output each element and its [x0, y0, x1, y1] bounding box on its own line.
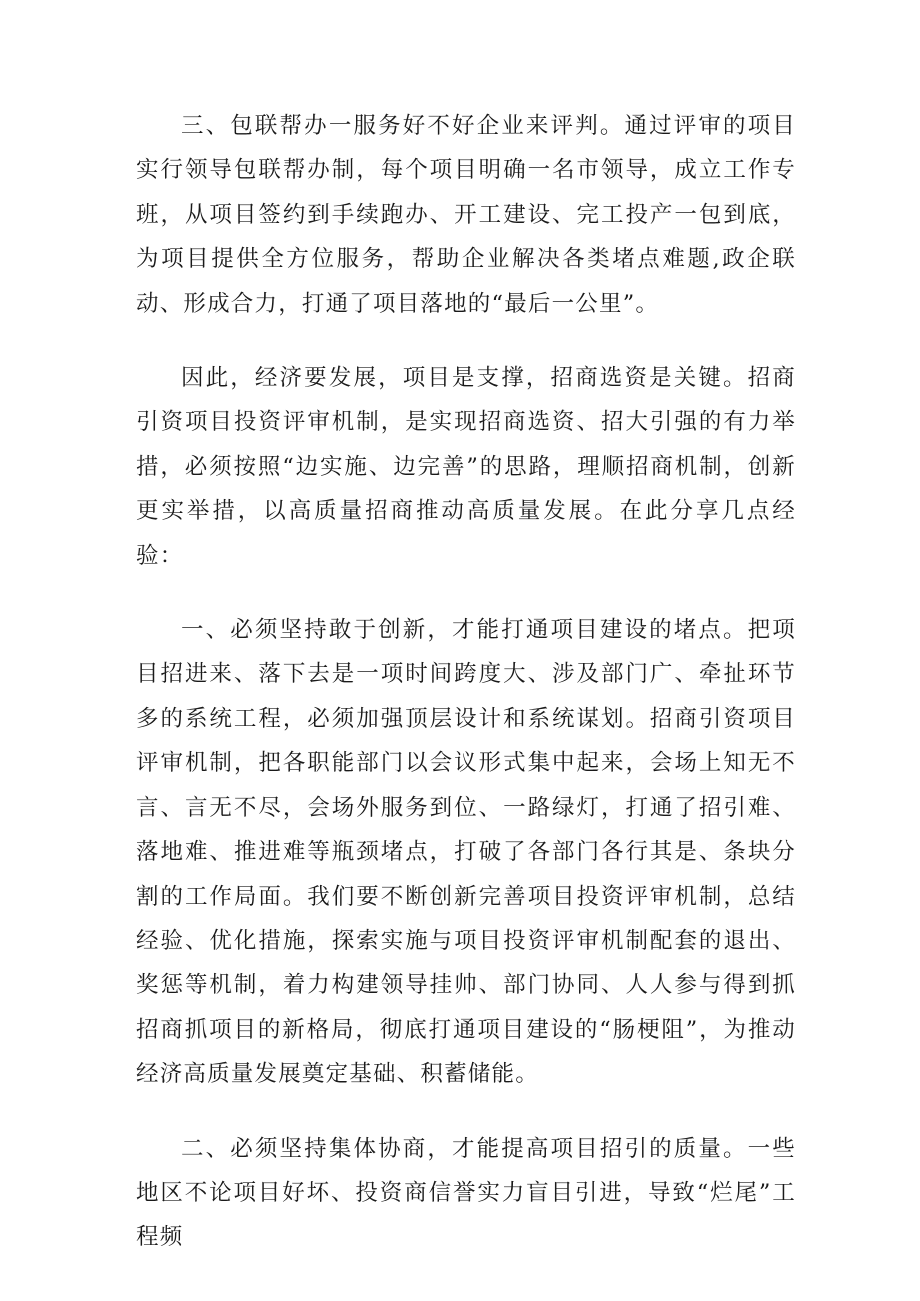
paragraph-baolian-bangban: 三、包联帮办一服务好不好企业来评判。通过评审的项目实行领导包联帮办制，每个项目明确一名市领导，成立工作专班，从项目签约到手续跑办、开工建设、完工投产一包到底，为项目提供全方位服务，帮助企业解决各类堵点难题,政企联动、形成合力，打通了项目落地的“最后一公里”。 [136, 113, 796, 317]
paragraph-conclusion-intro: 因此，经济要发展，项目是支撑，招商选资是关键。招商引资项目投资评审机制，是实现招商选资、招大引强的有力举措，必须按照“边实施、边完善”的思路，理顺招商机制，创新更实举措，以高质量招商推动高质量发展。在此分享几点经验： [136, 365, 796, 569]
document-body [136, 104, 796, 1290]
paragraph-experience-innovation: 一、必须坚持敢于创新，才能打通项目建设的堵点。把项目招进来、落下去是一项时间跨度大、涉及部门广、牵扯环节多的系统工程，必须加强顶层设计和系统谋划。招商引资项目评审机制，把各职能部门以会议形式集中起来，会场上知无不言、言无不尽，会场外服务到位、一路绿灯，打通了招引难、落地难、推进难等瓶颈堵点，打破了各部门各行其是、条块分割的工作局面。我们要不断创新完善项目投资评审机制，总结经验、优化措施，探索实施与项目投资评审机制配套的退出、奖惩等机制，着力构建领导挂帅、部门协同、人人参与得到抓招商抓项目的新格局，彻底打通项目建设的“肠梗阻”，为推动经济高质量发展奠定基础、积蓄储能。 [136, 617, 796, 1088]
paragraph-experience-consultation: 二、必须坚持集体协商，才能提高项目招引的质量。一些地区不论项目好坏、投资商信誉实力盲目引进，导致“烂尾”工程频 [136, 1135, 796, 1251]
